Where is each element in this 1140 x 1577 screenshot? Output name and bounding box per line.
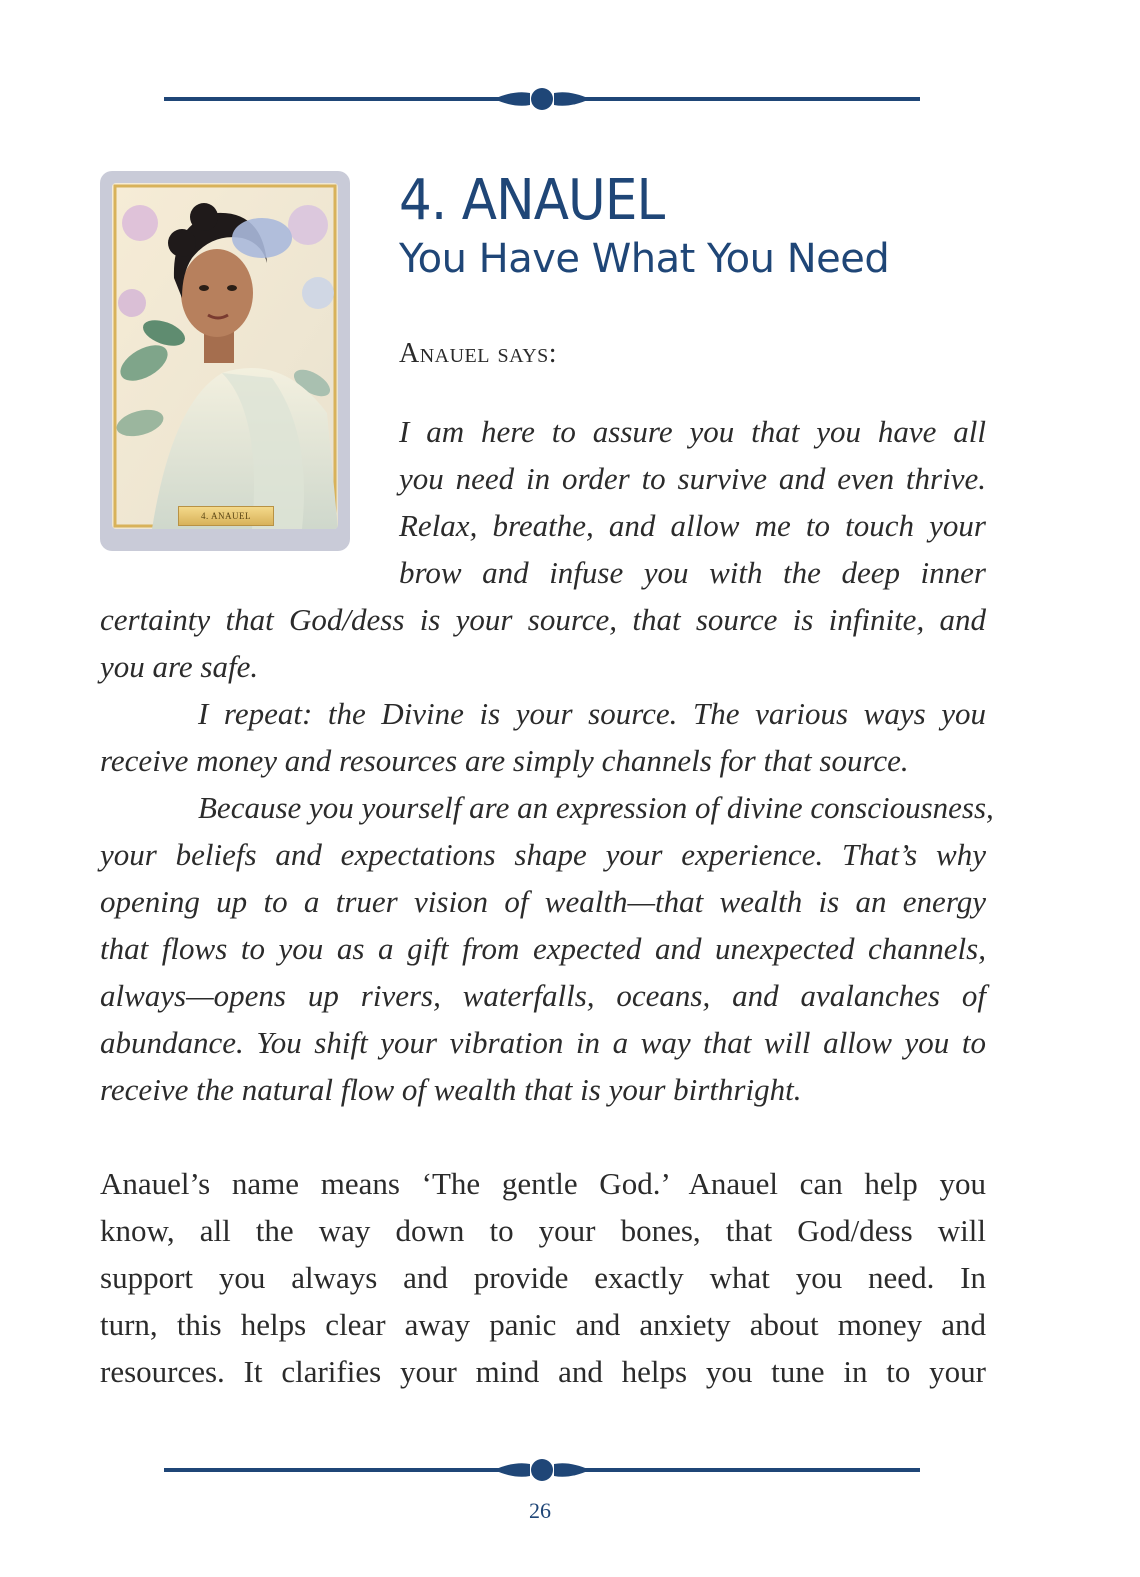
bottom-ornament-divider: [164, 1455, 920, 1485]
card-name-plate: 4. ANAUEL: [178, 506, 274, 526]
top-ornament-divider: [164, 84, 920, 114]
message-line: you need in order to survive and even thrive.: [399, 461, 986, 496]
message-line: brow and infuse you with the deep inner: [399, 555, 986, 590]
body-line: know, all the way down to your bones, that God/dess will: [100, 1213, 986, 1248]
anauel-oracle-card: [100, 171, 350, 551]
says-label: Anauel says:: [399, 338, 558, 369]
body-line: resources. It clarifies your mind and helps you tune in to your: [100, 1354, 986, 1389]
chapter-title: 4. ANAUEL: [399, 168, 665, 233]
body-line: support you always and provide exactly what you need. In: [100, 1260, 986, 1295]
message-line: Relax, breathe, and allow me to touch your: [399, 508, 986, 543]
message-line: abundance. You shift your vibration in a way that will allow you to: [100, 1025, 986, 1060]
message-line: certainty that God/dess is your source, that source is infinite, and: [100, 602, 986, 637]
message-line: opening up to a truer vision of wealth—that wealth is an energy: [100, 884, 986, 919]
page-number: 26: [529, 1498, 551, 1523]
message-line: your beliefs and expectations shape your experience. That’s why: [100, 837, 986, 872]
card-illustration: [112, 183, 338, 529]
message-line: receive money and resources are simply channels for that source.: [100, 743, 909, 778]
body-line: turn, this helps clear away panic and anxiety about money and: [100, 1307, 986, 1342]
message-line: you are safe.: [100, 649, 259, 684]
message-line: always—opens up rivers, waterfalls, oceans, and avalanches of: [100, 978, 986, 1013]
message-line: that flows to you as a gift from expected and unexpected channels,: [100, 931, 986, 966]
message-line: Because you yourself are an expression of divine consciousness,: [198, 790, 994, 825]
message-line: I repeat: the Divine is your source. The various ways you: [198, 696, 986, 731]
body-line: Anauel’s name means ‘The gentle God.’ Anauel can help you: [100, 1166, 986, 1201]
message-line: receive the natural flow of wealth that is your birthright.: [100, 1072, 802, 1107]
chapter-subtitle: You Have What You Need: [399, 236, 890, 282]
message-line: I am here to assure you that you have all: [399, 414, 986, 449]
